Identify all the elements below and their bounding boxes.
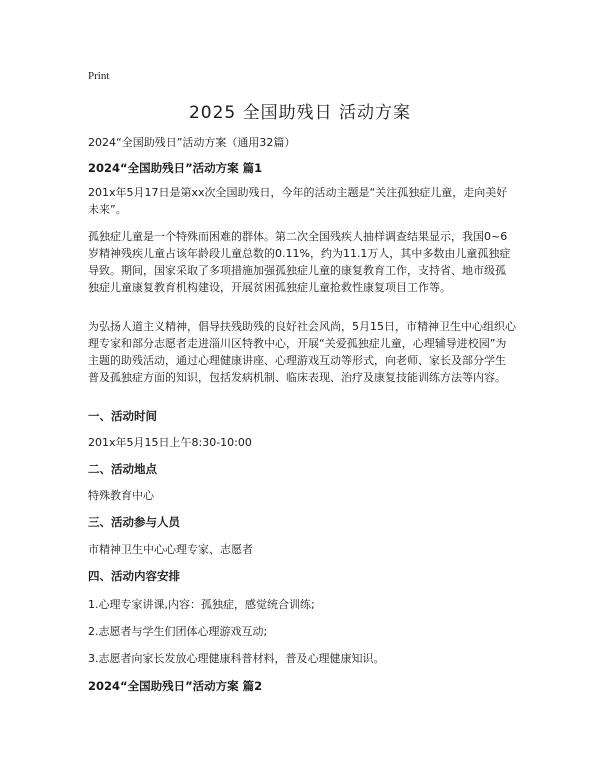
heading-content: 四、活动内容安排	[88, 569, 180, 583]
section-title-2: 2024“全国助残日”活动方案 篇2	[88, 679, 263, 693]
doc-title: 2025 全国助残日 活动方案	[188, 103, 412, 123]
paragraph-2: 孤独症儿童是一个特殊而困难的群体。第二次全国残疾人抽样调查结果显示，我国0~6岁精神残疾儿童占该年龄段儿童总数的0.11%，约为11.1万人，其中多数由儿童孤独症导致。期间，国家采取了多项措施加强孤独症儿童的康复教育工作，支持省、地市级孤独症儿童康复教育机构建设，开展贫困孤独症儿童抢救性康复项目工作等。	[88, 230, 511, 294]
print-label: Print	[88, 70, 110, 82]
doc-subtitle: 2024“全国助残日”活动方案（通用32篇）	[88, 136, 296, 149]
text-participants: 市精神卫生中心心理专家、志愿者	[88, 543, 253, 556]
section-title-1: 2024“全国助残日”活动方案 篇1	[88, 161, 263, 175]
heading-location: 二、活动地点	[88, 462, 157, 476]
paragraph-3: 为弘扬人道主义精神，倡导扶残助残的良好社会风尚，5月15日，市精神卫生中心组织心理专家和部分志愿者走进淄川区特教中心，开展“关爱孤独症儿童，心理辅导进校园”为主题的助残活动，通过心理健康讲座、心理游戏互动等形式，向老师、家长及部分学生普及孤独症方面的知识，包括发病机制、临床表现、治疗及康复技能训练方法等内容。	[88, 320, 516, 384]
text-location: 特殊教育中心	[88, 489, 154, 502]
list-item: 2.志愿者与学生们团体心理游戏互动;	[88, 625, 268, 638]
text-time: 201x年5月15日上午8:30-10:00	[88, 436, 252, 449]
list-item: 3.志愿者向家长发放心理健康科普材料，普及心理健康知识。	[88, 652, 385, 665]
list-item: 1.心理专家讲课,内容：孤独症，感觉统合训练;	[88, 598, 315, 611]
heading-participants: 三、活动参与人员	[88, 515, 180, 529]
paragraph-1: 201x年5月17日是第xx次全国助残日，今年的活动主题是“关注孤独症儿童，走向美好未来”。	[88, 186, 508, 216]
heading-time: 一、活动时间	[88, 409, 157, 423]
